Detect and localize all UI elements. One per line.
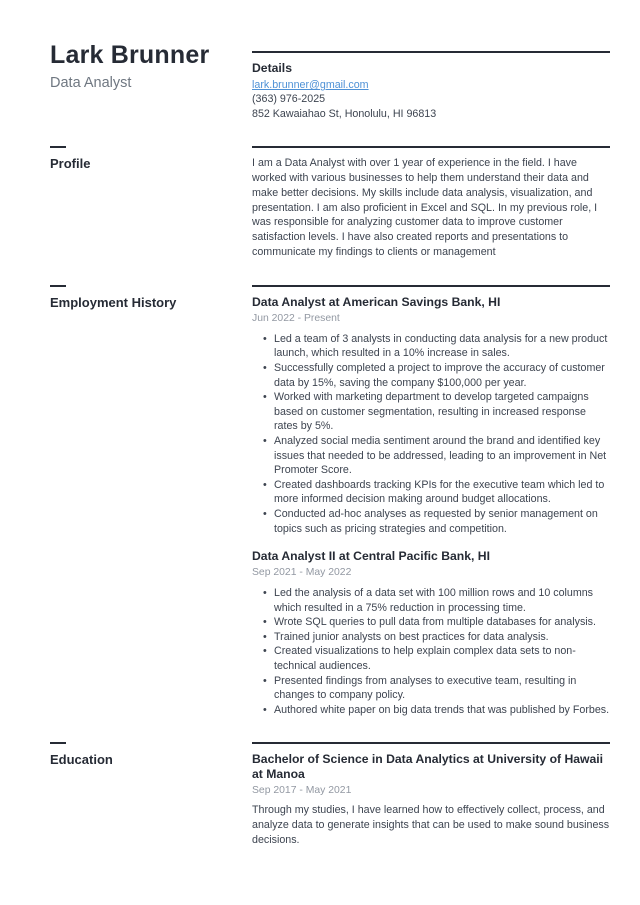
profile-section [50,146,610,260]
job-entry [252,549,610,717]
employment-jobs [252,287,610,718]
job-bullet: • Led a team of 3 analysts in conducting data analysis for a new product launch, which resulted in a 10% increase in sales. [263,332,610,361]
header-section [50,42,610,121]
phone-text: (363) 976-2025 [252,93,326,106]
section-dash-icon [50,285,66,287]
person-job-title: Data Analyst [50,74,132,91]
job-bullet: • Successfully completed a project to improve the accuracy of customer data by 15%, saving the company $100,000 per year. [263,361,610,390]
education-label: Education [50,752,113,768]
profile-label: Profile [50,156,91,172]
section-dash-icon [50,146,66,148]
job-bullet: • Conducted ad-hoc analyses as requested by senior management on topics such as pricing strategies and competition. [263,507,610,536]
profile-text: I am a Data Analyst with over 1 year of experience in the field. I have worked with various businesses to help them understand their data and make better decisions. My skills include data analysis, visualization, and presentation. I am also proficient in Excel and SQL. In my previous role, I was responsible for analyzing customer data to improve customer satisfaction levels. I have also created reports and presentations to communicate my findings to clients or management [252,157,598,258]
education-text: Through my studies, I have learned how to effectively collect, process, and analyze data to generate insights that can be used to make sound business decisions. [252,804,610,847]
employment-left [50,285,252,718]
profile-left [50,146,252,260]
degree-title: Bachelor of Science in Data Analytics at University of Hawaii at Manoa [252,752,604,782]
education-left [50,742,252,847]
email-row [252,78,610,92]
education-section [50,742,610,847]
job-dates: Jun 2022 - Present [252,312,340,324]
address-text: 852 Kawaiahao St, Honolulu, HI 96813 [252,107,437,120]
details-block [252,51,610,121]
section-dash-icon [50,742,66,744]
job-title: Data Analyst II at Central Pacific Bank, HI [252,549,490,564]
profile-right [252,146,610,260]
job-bullet: • Presented findings from analyses to executive team, resulting in changes to company policy. [263,674,610,703]
education-dates: Sep 2017 - May 2021 [252,785,352,797]
job-bullet: • Led the analysis of a data set with 100 million rows and 10 columns which resulted in a 75% reduction in processing time. [263,586,610,615]
job-title: Data Analyst at American Savings Bank, HI [252,294,501,309]
email-link[interactable]: lark.brunner@gmail.com [252,79,369,91]
job-entry [252,295,610,536]
job-bullets [252,332,610,536]
details-heading: Details [252,61,292,75]
employment-right [252,285,610,718]
header-left [50,42,252,121]
education-right [252,742,610,847]
job-bullet: • Trained junior analysts on best practices for data analysis. [263,630,610,645]
employment-label: Employment History [50,294,177,310]
job-bullets [252,586,610,717]
job-bullet: • Created dashboards tracking KPIs for the executive team which led to more informed decision making around budget allocations. [263,478,610,507]
job-bullet: • Worked with marketing department to develop targeted campaigns based on customer segmentation, resulting in increased response rates by 5%. [263,390,610,434]
job-bullet: • Authored white paper on big data trends that was published by Forbes. [263,703,610,718]
employment-section [50,285,610,718]
person-name: Lark Brunner [50,41,210,69]
job-dates: Sep 2021 - May 2022 [252,567,352,579]
job-bullet: • Analyzed social media sentiment around the brand and identified key issues that needed to be addressed, leading to an improvement in Net Promoter Score. [263,434,610,478]
job-bullet: • Created visualizations to help explain complex data sets to non-technical audiences. [263,644,610,673]
job-bullet: • Wrote SQL queries to pull data from multiple databases for analysis. [263,615,610,630]
